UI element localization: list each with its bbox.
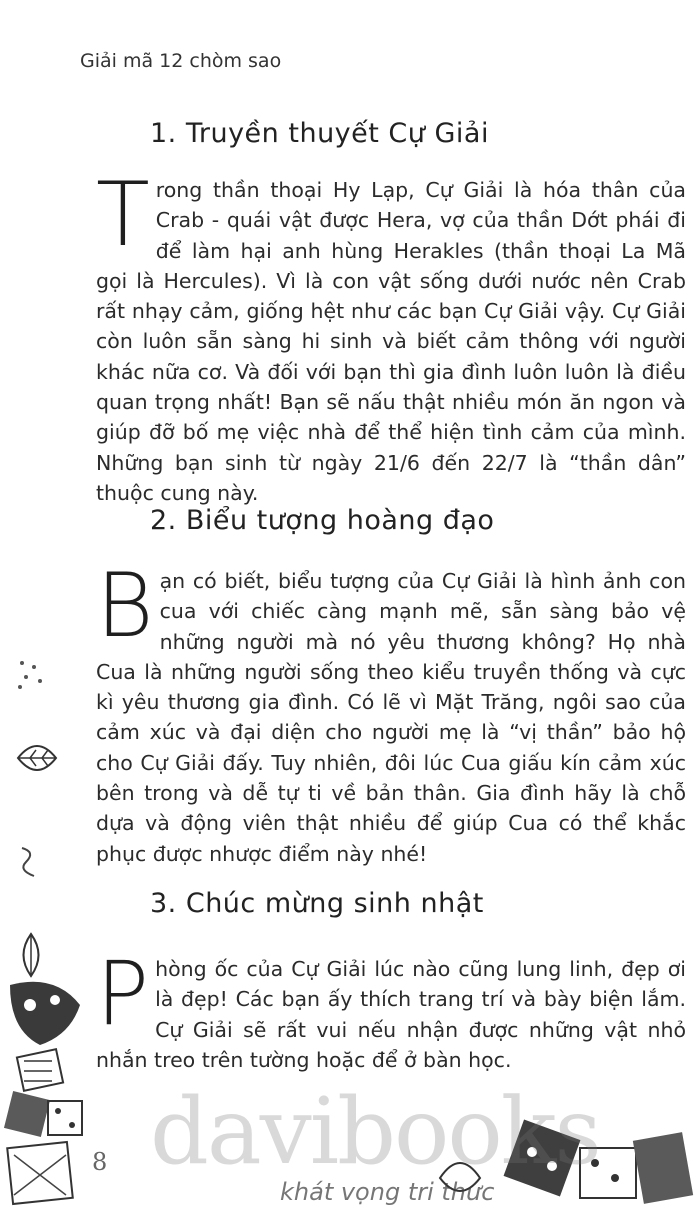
leaf-doodle-icon — [14, 738, 60, 778]
section-2-text: ạn có biết, biểu tượng của Cự Giải là hình ảnh con cua với chiếc càng mạnh mẽ, sẵn sàng bảo vệ những người mà nó yêu thương không? Họ nhà Cua là những người sống theo kiểu truyền thống và cực kì yêu thương gia đình. Có lẽ vì Mặt Trăng, ngôi sao của cảm xúc và đại diện cho người mẹ là “vị thần” bảo hộ cho Cự Giải đấy. Tuy nhiên, đôi lúc Cua giấu kín cảm xúc bên trong và dễ tự ti về bản thân. Gia đình hãy là chỗ dựa và động viên thật nhiều để giúp Cua có thể khắc phục được nhược điểm này nhé! — [96, 569, 686, 866]
section-1-text: rong thần thoại Hy Lạp, Cự Giải là hóa thân của Crab - quái vật được Hera, vợ của thần Dớt phái đi để làm hại anh hùng Herakles (thần thoại La Mã gọi là Hercules). Vì là con vật sống dưới nước nên Crab rất nhạy cảm, giống hệt như các bạn Cự Giải vậy. Cự Giải còn luôn sẵn sàng hi sinh và biết cảm thông với người khác nữa cơ. Và đối với bạn thì gia đình luôn luôn là điều quan trọng nhất! Bạn sẽ nấu thật nhiều món ăn ngon và giúp đỡ bố mẹ việc nhà để thể hiện tình cảm của mình. Những bạn sinh từ ngày 21/6 đến 22/7 là “thần dân” thuộc cung này. — [96, 178, 686, 505]
section-2-dropcap: B — [96, 554, 154, 657]
running-head: Giải mã 12 chòm sao — [80, 50, 282, 72]
section-2-title: 2. Biểu tượng hoàng đạo — [150, 505, 495, 536]
tagline: khát vọng tri thức — [280, 1178, 495, 1206]
section-3-text: hòng ốc của Cự Giải lúc nào cũng lung linh, đẹp ơi là đẹp! Các bạn ấy thích trang trí và bày biện lắm. Cự Giải sẽ rất vui nếu nhận được những vật nhỏ nhắn treo trên tường hoặc để ở bàn học. — [96, 957, 686, 1072]
section-3-dropcap: P — [96, 942, 150, 1045]
page-number: 8 — [92, 1148, 108, 1176]
section-1-paragraph — [96, 163, 686, 508]
section-2-paragraph — [96, 554, 686, 869]
section-3-paragraph — [96, 942, 686, 1075]
section-1-dropcap: T — [96, 163, 150, 266]
patchwork-doodle-icon — [0, 975, 100, 1207]
dots-doodle-icon — [14, 655, 54, 695]
section-1-title: 1. Truyền thuyết Cự Giải — [150, 118, 489, 149]
leaf-small-doodle-icon — [14, 930, 48, 980]
swirl-doodle-icon — [16, 842, 50, 882]
section-3-title: 3. Chúc mừng sinh nhật — [150, 888, 484, 919]
watermark: davibooks — [150, 1078, 600, 1185]
